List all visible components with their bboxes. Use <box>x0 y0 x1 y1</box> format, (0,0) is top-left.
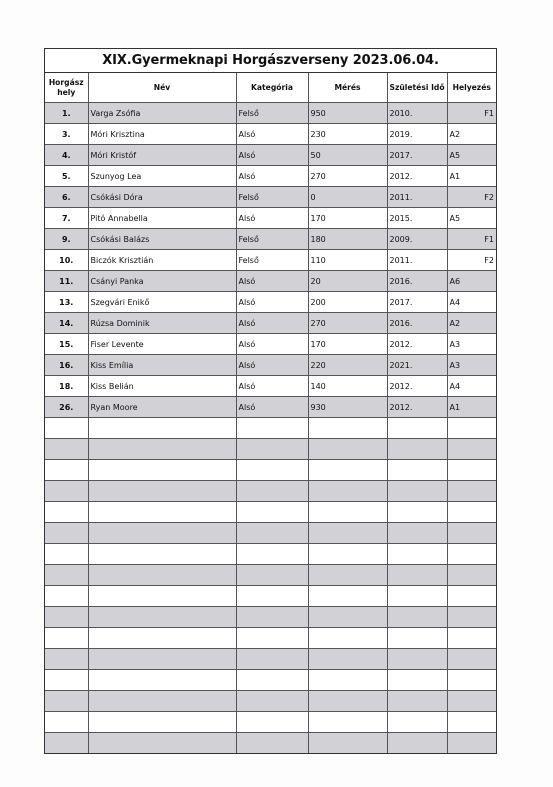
cell-hely: 3. <box>45 124 88 145</box>
cell-kategoria: Alsó <box>236 397 308 418</box>
cell-szuletes: 2011. <box>387 250 447 271</box>
results-table <box>45 73 496 753</box>
cell-hely <box>45 439 88 460</box>
table-body <box>45 103 496 754</box>
cell-nev: Móri Kristóf <box>88 145 236 166</box>
cell-nev <box>88 523 236 544</box>
cell-helyezes <box>447 418 496 439</box>
cell-szuletes: 2012. <box>387 397 447 418</box>
cell-meres: 200 <box>308 292 387 313</box>
table-row <box>45 229 496 250</box>
table-row <box>45 418 496 439</box>
cell-nev: Rúzsa Dominik <box>88 313 236 334</box>
results-sheet <box>44 48 497 754</box>
table-row <box>45 187 496 208</box>
cell-hely <box>45 607 88 628</box>
cell-helyezes <box>447 481 496 502</box>
cell-meres <box>308 460 387 481</box>
cell-kategoria <box>236 712 308 733</box>
cell-meres <box>308 544 387 565</box>
cell-kategoria: Alsó <box>236 334 308 355</box>
cell-helyezes: A5 <box>447 208 496 229</box>
cell-meres <box>308 418 387 439</box>
table-row <box>45 523 496 544</box>
column-header-meres: Mérés <box>308 73 387 103</box>
cell-kategoria: Felső <box>236 250 308 271</box>
cell-hely: 6. <box>45 187 88 208</box>
table-row <box>45 208 496 229</box>
cell-nev <box>88 712 236 733</box>
cell-hely: 15. <box>45 334 88 355</box>
cell-meres <box>308 670 387 691</box>
cell-meres <box>308 649 387 670</box>
cell-helyezes: A2 <box>447 313 496 334</box>
table-row <box>45 334 496 355</box>
cell-meres <box>308 502 387 523</box>
cell-helyezes: A5 <box>447 145 496 166</box>
cell-kategoria: Alsó <box>236 166 308 187</box>
cell-hely: 1. <box>45 103 88 124</box>
cell-nev <box>88 502 236 523</box>
page-title: XIX.Gyermeknapi Horgászverseny 2023.06.04. <box>45 49 496 73</box>
cell-meres: 930 <box>308 397 387 418</box>
cell-meres <box>308 607 387 628</box>
cell-nev <box>88 418 236 439</box>
table-row <box>45 355 496 376</box>
table-row <box>45 292 496 313</box>
cell-nev: Szegvári Enikő <box>88 292 236 313</box>
cell-hely: 16. <box>45 355 88 376</box>
cell-helyezes <box>447 439 496 460</box>
cell-hely <box>45 733 88 754</box>
table-row <box>45 376 496 397</box>
cell-szuletes <box>387 586 447 607</box>
cell-szuletes <box>387 670 447 691</box>
cell-szuletes <box>387 565 447 586</box>
table-row <box>45 565 496 586</box>
cell-kategoria <box>236 565 308 586</box>
cell-kategoria <box>236 586 308 607</box>
cell-meres <box>308 628 387 649</box>
cell-szuletes: 2015. <box>387 208 447 229</box>
cell-meres <box>308 439 387 460</box>
table-row <box>45 481 496 502</box>
cell-hely <box>45 649 88 670</box>
table-row <box>45 691 496 712</box>
cell-nev: Biczók Krisztián <box>88 250 236 271</box>
table-row <box>45 502 496 523</box>
cell-szuletes <box>387 439 447 460</box>
cell-helyezes <box>447 649 496 670</box>
table-row <box>45 250 496 271</box>
cell-helyezes <box>447 502 496 523</box>
cell-meres: 170 <box>308 334 387 355</box>
table-row <box>45 271 496 292</box>
cell-szuletes: 2009. <box>387 229 447 250</box>
cell-meres: 110 <box>308 250 387 271</box>
cell-szuletes <box>387 733 447 754</box>
cell-nev: Csókási Balázs <box>88 229 236 250</box>
cell-meres <box>308 712 387 733</box>
cell-szuletes <box>387 418 447 439</box>
cell-helyezes <box>447 523 496 544</box>
cell-szuletes: 2012. <box>387 376 447 397</box>
cell-nev: Ryan Moore <box>88 397 236 418</box>
cell-hely <box>45 523 88 544</box>
cell-nev: Csókási Dóra <box>88 187 236 208</box>
cell-hely: 10. <box>45 250 88 271</box>
cell-hely <box>45 502 88 523</box>
cell-helyezes: F2 <box>447 250 496 271</box>
cell-meres: 230 <box>308 124 387 145</box>
cell-kategoria <box>236 544 308 565</box>
cell-kategoria: Alsó <box>236 292 308 313</box>
cell-nev: Pitó Annabella <box>88 208 236 229</box>
cell-hely: 26. <box>45 397 88 418</box>
table-row <box>45 103 496 124</box>
cell-kategoria: Felső <box>236 229 308 250</box>
cell-szuletes <box>387 544 447 565</box>
cell-hely <box>45 628 88 649</box>
table-row <box>45 607 496 628</box>
cell-helyezes: A4 <box>447 376 496 397</box>
cell-hely: 18. <box>45 376 88 397</box>
table-row <box>45 439 496 460</box>
cell-szuletes: 2012. <box>387 334 447 355</box>
cell-nev <box>88 544 236 565</box>
cell-helyezes <box>447 691 496 712</box>
cell-meres: 50 <box>308 145 387 166</box>
column-header-nev: Név <box>88 73 236 103</box>
cell-helyezes <box>447 586 496 607</box>
cell-kategoria <box>236 439 308 460</box>
cell-szuletes <box>387 628 447 649</box>
cell-szuletes: 2017. <box>387 145 447 166</box>
cell-hely <box>45 565 88 586</box>
cell-helyezes: A1 <box>447 397 496 418</box>
table-row <box>45 628 496 649</box>
cell-nev <box>88 439 236 460</box>
cell-hely: 9. <box>45 229 88 250</box>
cell-meres: 950 <box>308 103 387 124</box>
cell-nev <box>88 670 236 691</box>
table-row <box>45 733 496 754</box>
cell-szuletes: 2016. <box>387 313 447 334</box>
cell-kategoria <box>236 733 308 754</box>
cell-szuletes <box>387 481 447 502</box>
cell-meres: 220 <box>308 355 387 376</box>
cell-szuletes: 2017. <box>387 292 447 313</box>
cell-kategoria <box>236 628 308 649</box>
cell-meres <box>308 523 387 544</box>
cell-hely: 5. <box>45 166 88 187</box>
cell-hely <box>45 481 88 502</box>
cell-helyezes: F1 <box>447 103 496 124</box>
table-row <box>45 460 496 481</box>
cell-szuletes <box>387 607 447 628</box>
cell-kategoria: Alsó <box>236 376 308 397</box>
cell-nev <box>88 628 236 649</box>
cell-helyezes: A6 <box>447 271 496 292</box>
cell-szuletes: 2011. <box>387 187 447 208</box>
cell-helyezes <box>447 712 496 733</box>
cell-szuletes <box>387 523 447 544</box>
table-row <box>45 544 496 565</box>
cell-meres: 270 <box>308 313 387 334</box>
cell-kategoria: Felső <box>236 103 308 124</box>
cell-hely: 4. <box>45 145 88 166</box>
cell-nev: Csányi Panka <box>88 271 236 292</box>
cell-kategoria <box>236 481 308 502</box>
cell-helyezes <box>447 628 496 649</box>
cell-hely: 11. <box>45 271 88 292</box>
cell-nev <box>88 649 236 670</box>
cell-nev: Kiss Belián <box>88 376 236 397</box>
cell-helyezes: A4 <box>447 292 496 313</box>
cell-helyezes: A2 <box>447 124 496 145</box>
cell-helyezes: F2 <box>447 187 496 208</box>
cell-helyezes: A3 <box>447 355 496 376</box>
table-row <box>45 124 496 145</box>
cell-helyezes <box>447 544 496 565</box>
cell-hely <box>45 712 88 733</box>
cell-kategoria <box>236 460 308 481</box>
cell-kategoria <box>236 502 308 523</box>
cell-helyezes <box>447 670 496 691</box>
cell-szuletes: 2019. <box>387 124 447 145</box>
cell-nev <box>88 565 236 586</box>
cell-helyezes <box>447 607 496 628</box>
cell-hely <box>45 418 88 439</box>
cell-helyezes: A1 <box>447 166 496 187</box>
cell-kategoria <box>236 670 308 691</box>
cell-helyezes: A3 <box>447 334 496 355</box>
cell-kategoria <box>236 418 308 439</box>
cell-hely <box>45 460 88 481</box>
cell-kategoria: Alsó <box>236 145 308 166</box>
cell-nev <box>88 607 236 628</box>
cell-nev <box>88 691 236 712</box>
cell-nev: Szunyog Lea <box>88 166 236 187</box>
cell-meres: 20 <box>308 271 387 292</box>
cell-kategoria <box>236 607 308 628</box>
table-row <box>45 670 496 691</box>
cell-helyezes <box>447 733 496 754</box>
column-header-kategoria: Kategória <box>236 73 308 103</box>
cell-hely <box>45 586 88 607</box>
cell-meres: 0 <box>308 187 387 208</box>
cell-nev <box>88 733 236 754</box>
cell-kategoria: Alsó <box>236 355 308 376</box>
cell-meres: 140 <box>308 376 387 397</box>
cell-nev <box>88 586 236 607</box>
table-row <box>45 397 496 418</box>
cell-meres <box>308 733 387 754</box>
cell-hely: 7. <box>45 208 88 229</box>
cell-nev <box>88 460 236 481</box>
cell-helyezes: F1 <box>447 229 496 250</box>
table-row <box>45 313 496 334</box>
table-row <box>45 145 496 166</box>
cell-nev: Fiser Levente <box>88 334 236 355</box>
cell-kategoria <box>236 523 308 544</box>
table-row <box>45 712 496 733</box>
cell-hely <box>45 544 88 565</box>
cell-szuletes: 2021. <box>387 355 447 376</box>
cell-szuletes <box>387 691 447 712</box>
cell-kategoria: Alsó <box>236 124 308 145</box>
cell-hely <box>45 670 88 691</box>
cell-meres: 270 <box>308 166 387 187</box>
cell-nev: Varga Zsófia <box>88 103 236 124</box>
cell-hely <box>45 691 88 712</box>
cell-nev: Móri Krisztina <box>88 124 236 145</box>
cell-helyezes <box>447 460 496 481</box>
table-row <box>45 586 496 607</box>
cell-kategoria: Alsó <box>236 208 308 229</box>
cell-helyezes <box>447 565 496 586</box>
table-row <box>45 166 496 187</box>
cell-nev <box>88 481 236 502</box>
cell-meres <box>308 481 387 502</box>
cell-kategoria: Alsó <box>236 271 308 292</box>
table-row <box>45 649 496 670</box>
column-header-hely: Horgász hely <box>45 73 88 103</box>
cell-meres <box>308 565 387 586</box>
cell-szuletes <box>387 649 447 670</box>
cell-meres <box>308 586 387 607</box>
cell-kategoria <box>236 649 308 670</box>
cell-szuletes <box>387 460 447 481</box>
cell-meres: 180 <box>308 229 387 250</box>
cell-szuletes: 2012. <box>387 166 447 187</box>
cell-meres <box>308 691 387 712</box>
cell-szuletes <box>387 712 447 733</box>
cell-szuletes: 2016. <box>387 271 447 292</box>
column-header-helyezes: Helyezés <box>447 73 496 103</box>
column-header-szuletes: Születési Idő <box>387 73 447 103</box>
table-header-row <box>45 73 496 103</box>
cell-kategoria <box>236 691 308 712</box>
cell-hely: 14. <box>45 313 88 334</box>
cell-kategoria: Felső <box>236 187 308 208</box>
cell-meres: 170 <box>308 208 387 229</box>
cell-nev: Kiss Emília <box>88 355 236 376</box>
cell-hely: 13. <box>45 292 88 313</box>
cell-szuletes <box>387 502 447 523</box>
cell-szuletes: 2010. <box>387 103 447 124</box>
cell-kategoria: Alsó <box>236 313 308 334</box>
